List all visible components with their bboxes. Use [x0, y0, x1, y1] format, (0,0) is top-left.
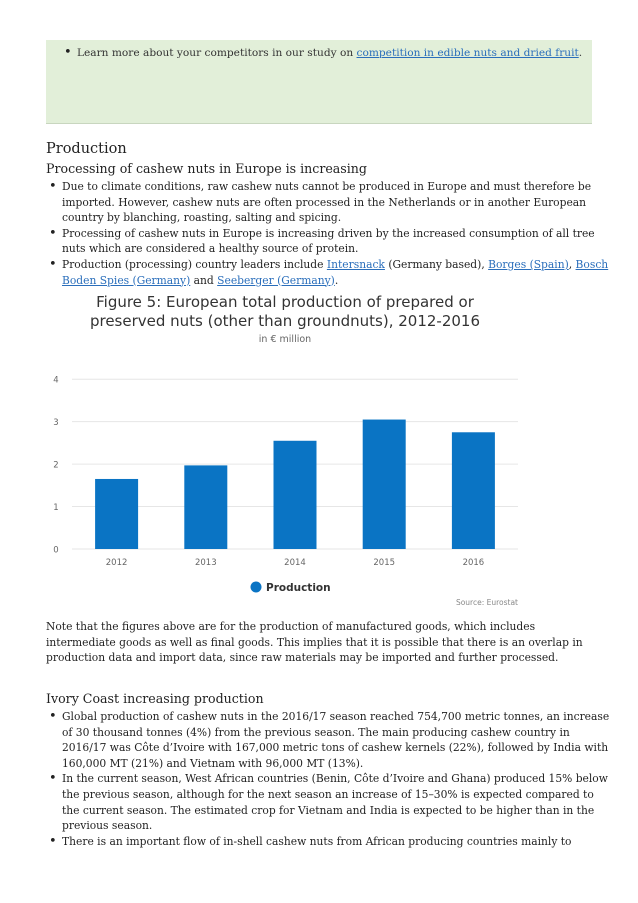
bar-2013[interactable] [184, 465, 227, 549]
callout-item [77, 45, 592, 61]
subsection-title-processing: Processing of cashew nuts in Europe is increasing [46, 161, 367, 176]
list-item: • Processing of cashew nuts in Europe is increasing driven by the increased consumption of all tree nuts which are considered a healthy source of protein. [62, 226, 612, 257]
y-tick-label: 2 [53, 460, 59, 471]
chart-x-labels [106, 558, 484, 568]
bar-2016[interactable] [452, 432, 495, 549]
chart-title-line2: preserved nuts (other than groundnuts), 2012-2016 [89, 312, 481, 330]
callout-suffix: . [578, 47, 583, 59]
chart-bars [95, 420, 495, 549]
y-tick-label: 0 [53, 545, 59, 556]
x-tick-label: 2015 [373, 558, 396, 568]
section-title: Production [46, 141, 127, 157]
production-chart [46, 285, 522, 611]
x-tick-label: 2014 [284, 558, 306, 568]
legend-marker[interactable] [251, 582, 262, 593]
list-item: • Due to climate conditions, raw cashew nuts cannot be produced in Europe and must therefore be imported. However, cashew nuts are often processed in the Netherlands or in another European country by blanching, roasting, salting and spicing. [62, 179, 612, 226]
info-callout [46, 40, 592, 124]
legend-label[interactable]: Production [266, 582, 331, 594]
x-tick-label: 2012 [105, 558, 128, 568]
callout-list [46, 40, 592, 61]
leaders-text: , [568, 257, 576, 271]
list-item: • Global production of cashew nuts in the 2016/17 season reached 754,700 metric tonnes, an increase of 30 thousand tonnes (4%) from the previous season. The main producing cashew country in 2016/17 was Côte d’Ivoire with 167,000 metric tons of cashew kernels (22%), followed by India with 160,000 MT (21%) and Vietnam with 96,000 MT (13%). [62, 709, 612, 771]
list-item [62, 257, 612, 288]
y-tick-label: 4 [53, 375, 59, 386]
leaders-text: . [334, 273, 339, 287]
x-tick-label: 2013 [194, 558, 217, 568]
bar-2012[interactable] [95, 479, 138, 549]
y-tick-label: 1 [53, 503, 59, 514]
chart-source: Source: Eurostat [455, 598, 518, 607]
borges-link[interactable]: Borges (Spain) [488, 257, 569, 271]
callout-text: Learn more about your competitors in our study on [77, 47, 357, 59]
y-tick-label: 3 [53, 418, 59, 429]
processing-bullets [46, 179, 612, 288]
chart-subtitle: in € million [258, 334, 312, 345]
bar-2014[interactable] [274, 441, 317, 549]
seeberger-link[interactable]: Seeberger (Germany) [217, 273, 335, 287]
production-note: Note that the figures above are for the production of manufactured goods, which includes intermediate goods as well as final goods. This implies that it is possible that there is an overlap in production data and import data, since raw materials may be imported and further processed. [46, 620, 583, 665]
list-item: • In the current season, West African countries (Benin, Côte d’Ivoire and Ghana) produced 15% below the previous season, although for the next season an increase of 15–30% is expected compared to the current season. The estimated crop for Vietnam and India is expected to be higher than in the previous season. [62, 771, 612, 833]
leaders-text: and [190, 273, 218, 287]
bar-2015[interactable] [363, 420, 406, 549]
list-item: • There is an important flow of in-shell cashew nuts from African producing countries mainly to [62, 834, 612, 850]
chart-title-line1: Figure 5: European total production of prepared or [96, 293, 474, 311]
chart-svg [46, 285, 522, 611]
leaders-text: (Germany based), [384, 257, 489, 271]
competition-study-link[interactable]: competition in edible nuts and dried fruit [356, 47, 579, 59]
leaders-text: Production (processing) country leaders include [62, 257, 327, 271]
subsection-title-ivory-coast: Ivory Coast increasing production [46, 691, 264, 706]
intersnack-link[interactable]: Intersnack [326, 257, 385, 271]
ivory-coast-bullets [46, 709, 612, 849]
bosch-boden-spies-link[interactable]: Bosch Boden Spies (Germany) [62, 257, 609, 287]
x-tick-label: 2016 [462, 558, 485, 568]
